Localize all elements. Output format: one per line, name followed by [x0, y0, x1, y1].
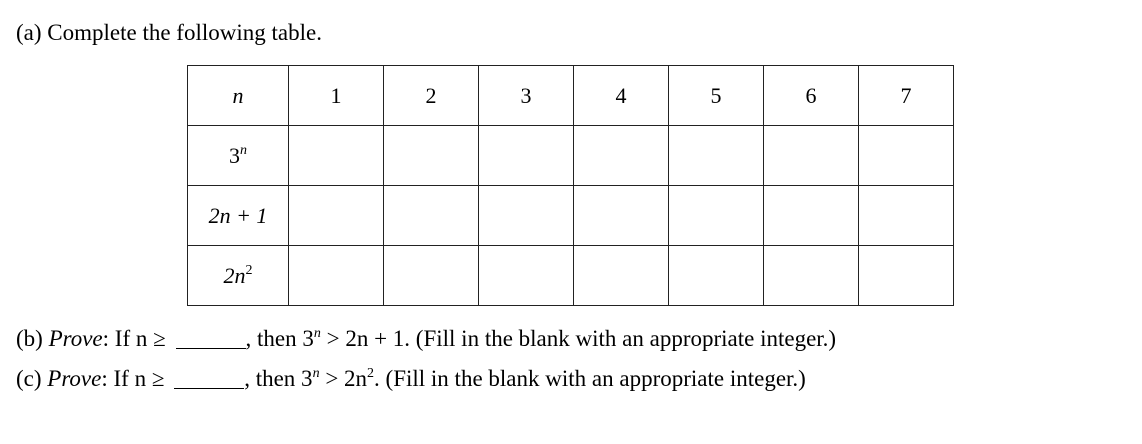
header-col-2: 2: [384, 66, 479, 126]
answer-cell[interactable]: [669, 126, 764, 186]
answer-cell[interactable]: [669, 186, 764, 246]
part-b-blank-field[interactable]: [176, 328, 246, 349]
header-col-1: 1: [289, 66, 384, 126]
part-b-exponent: n: [313, 326, 321, 341]
row-label-2n-squared: $2n^2$: [188, 246, 289, 306]
answer-cell[interactable]: [384, 186, 479, 246]
part-b-if: : If n ≥: [102, 326, 166, 351]
part-c-rest: . (Fill in the blank with an appropriate integer.): [374, 366, 806, 391]
part-a-text: Complete the following table.: [47, 20, 322, 45]
answer-cell[interactable]: [669, 246, 764, 306]
header-col-4: 4: [574, 66, 669, 126]
part-c-exponent: n: [312, 366, 320, 381]
part-c-if: : If n ≥: [101, 366, 165, 391]
header-col-7: 7: [859, 66, 954, 126]
row-label-3n: 3$^n$: [188, 126, 289, 186]
header-col-3: 3: [479, 66, 574, 126]
values-table-container: [187, 65, 954, 306]
answer-cell[interactable]: [479, 246, 574, 306]
answer-cell[interactable]: [859, 126, 954, 186]
answer-cell[interactable]: [289, 186, 384, 246]
part-c-statement: [16, 364, 806, 394]
part-c-rest-exponent: 2: [367, 366, 375, 381]
answer-cell[interactable]: [764, 246, 859, 306]
table-header-row: [188, 66, 954, 126]
part-a-label: (a): [16, 20, 42, 45]
part-b-statement: [16, 324, 836, 354]
part-c-rest-pre: > 2n: [319, 366, 368, 391]
answer-cell[interactable]: [479, 126, 574, 186]
answer-cell[interactable]: [384, 246, 479, 306]
part-c-blank-field[interactable]: [174, 368, 244, 389]
part-b-label: (b): [16, 326, 43, 351]
part-c-label: (c): [16, 366, 42, 391]
table-row-3n: [188, 126, 954, 186]
values-table: [187, 65, 954, 306]
answer-cell[interactable]: [859, 246, 954, 306]
part-a-instruction: [16, 18, 322, 48]
answer-cell[interactable]: [574, 126, 669, 186]
header-n-cell: [188, 66, 289, 126]
answer-cell[interactable]: [859, 186, 954, 246]
answer-cell[interactable]: [574, 186, 669, 246]
part-c-then: , then 3: [244, 366, 313, 391]
table-row-2n-squared: [188, 246, 954, 306]
header-col-6: 6: [764, 66, 859, 126]
answer-cell[interactable]: [289, 246, 384, 306]
table-row-2n-plus-1: [188, 186, 954, 246]
part-b-prove: Prove: [48, 326, 103, 351]
row-label-2n-plus-1: 2n + 1: [188, 186, 289, 246]
answer-cell[interactable]: [764, 186, 859, 246]
header-n-label: n: [232, 82, 244, 108]
header-col-5: 5: [669, 66, 764, 126]
answer-cell[interactable]: [384, 126, 479, 186]
answer-cell[interactable]: [479, 186, 574, 246]
part-c-prove: Prove: [47, 366, 102, 391]
answer-cell[interactable]: [574, 246, 669, 306]
part-b-rest: > 2n + 1. (Fill in the blank with an appropriate integer.): [320, 326, 837, 351]
part-b-then: , then 3: [245, 326, 314, 351]
answer-cell[interactable]: [289, 126, 384, 186]
answer-cell[interactable]: [764, 126, 859, 186]
